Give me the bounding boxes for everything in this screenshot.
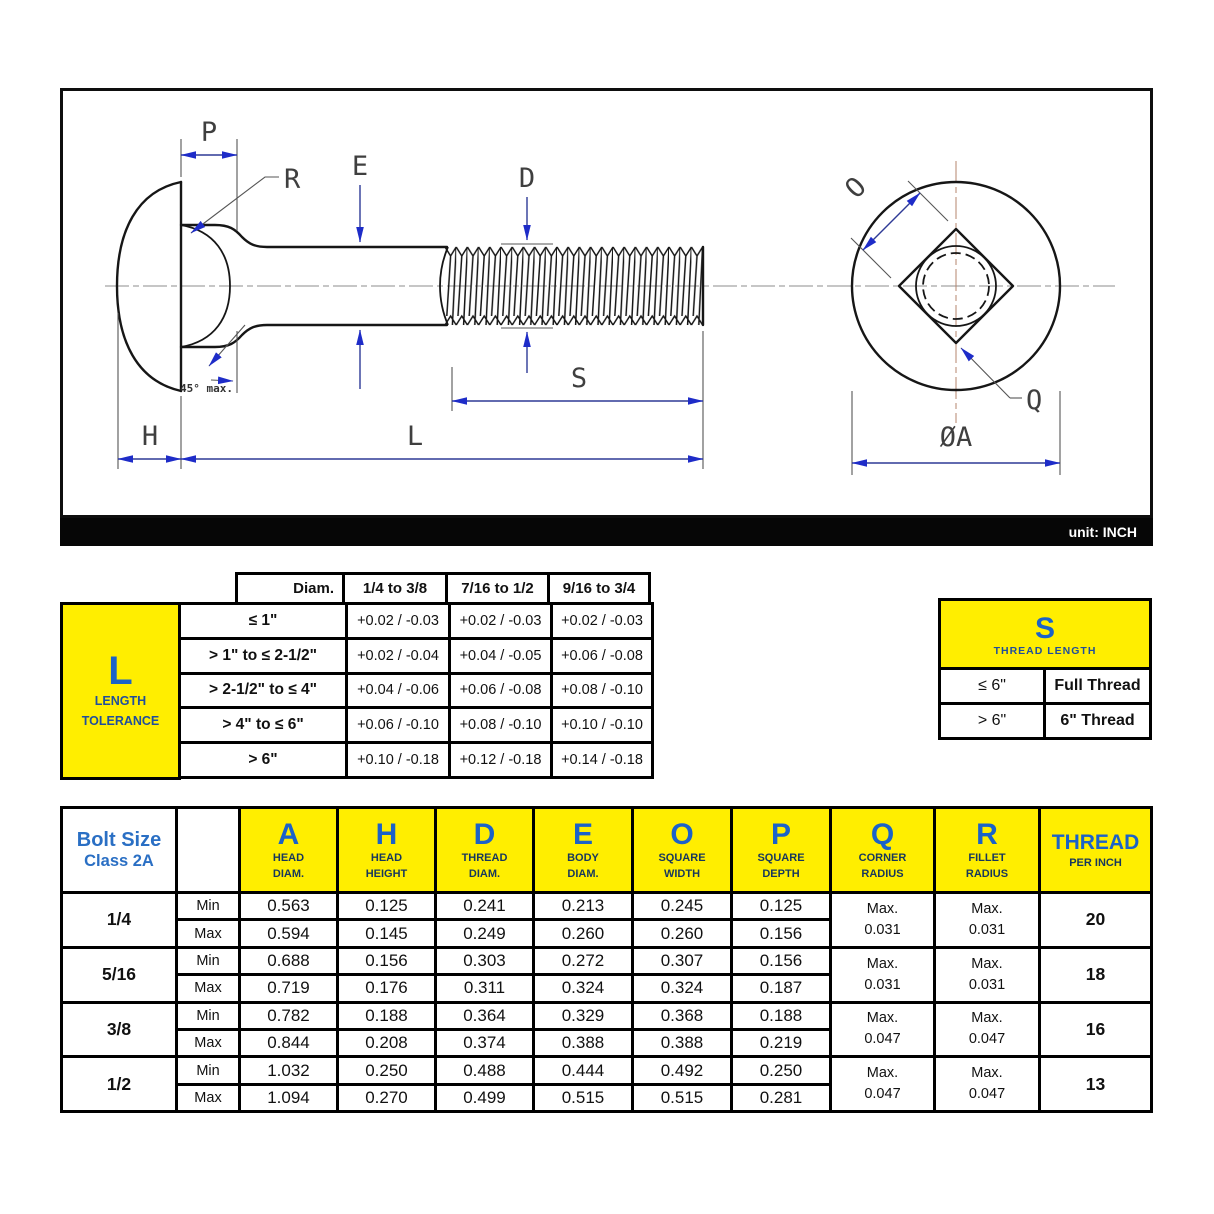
col-sub1: HEAD bbox=[370, 852, 403, 865]
max-note: Max. bbox=[866, 955, 899, 972]
bolt-size-header bbox=[63, 809, 175, 891]
dim-label-l: L bbox=[406, 421, 424, 452]
value-cell: 0.272 bbox=[535, 949, 631, 973]
dimension-h bbox=[118, 313, 181, 469]
col-header-q bbox=[832, 809, 933, 891]
value-cell: 0.188 bbox=[733, 1004, 829, 1028]
col-sub2: DEPTH bbox=[762, 867, 800, 880]
r-value: 0.047 bbox=[968, 1031, 1006, 1048]
value-cell: 0.368 bbox=[634, 1004, 730, 1028]
r-value: 0.047 bbox=[968, 1086, 1006, 1103]
thread-header-line2: PER INCH bbox=[1069, 856, 1122, 869]
badge-label-length: LENGTH bbox=[94, 694, 147, 708]
row-label: ≤ 1" bbox=[181, 605, 345, 637]
value-cell: 0.125 bbox=[339, 894, 434, 918]
min-label: Min bbox=[178, 1004, 238, 1028]
tolerance-value: +0.12 / -0.18 bbox=[451, 744, 550, 776]
thread-length-condition: > 6" bbox=[941, 705, 1043, 737]
r-value: 0.031 bbox=[968, 976, 1006, 993]
badge-letter-s: S bbox=[1034, 611, 1055, 645]
col-sub2: DIAM. bbox=[567, 867, 599, 880]
max-label: Max bbox=[178, 921, 238, 945]
tolerance-value: +0.02 / -0.03 bbox=[553, 605, 651, 637]
value-cell: 0.176 bbox=[339, 976, 434, 1000]
length-tolerance-header-row bbox=[235, 572, 651, 605]
dim-label-q: Q bbox=[1026, 385, 1043, 416]
bolt-size-1-2: 1/2 bbox=[63, 1058, 175, 1110]
col-sub2: DIAM. bbox=[272, 867, 305, 880]
bolt-size-class: Class 2A bbox=[84, 852, 154, 870]
q-value: 0.047 bbox=[864, 1086, 901, 1103]
q-value: 0.031 bbox=[864, 921, 901, 938]
length-tolerance-table bbox=[178, 602, 654, 779]
value-cell: 0.245 bbox=[634, 894, 730, 918]
dim-label-r: R bbox=[284, 164, 301, 195]
value-cell: 0.241 bbox=[437, 894, 532, 918]
col-sub1: THREAD bbox=[461, 852, 508, 865]
col-header-diam: Diam. bbox=[238, 575, 342, 602]
value-cell: 0.388 bbox=[535, 1031, 631, 1055]
bolt-size-title: Bolt Size bbox=[76, 829, 162, 851]
value-cell: 0.270 bbox=[339, 1086, 434, 1110]
value-cell: 0.307 bbox=[634, 949, 730, 973]
threads-per-inch-cell: 13 bbox=[1041, 1058, 1150, 1110]
max-note: Max. bbox=[971, 955, 1003, 972]
badge-label-thread-length: THREAD LENGTH bbox=[993, 644, 1097, 657]
dimension-r bbox=[191, 164, 301, 233]
dimension-s bbox=[452, 331, 703, 469]
col-letter: E bbox=[572, 818, 593, 852]
max-note: Max. bbox=[866, 1065, 899, 1082]
dim-label-phi-a: ØA bbox=[939, 422, 973, 453]
max-note: Max. bbox=[971, 1065, 1003, 1082]
r-value: 0.031 bbox=[968, 921, 1006, 938]
value-cell: 0.444 bbox=[535, 1058, 631, 1082]
max-note: Max. bbox=[971, 900, 1003, 917]
value-cell: 0.260 bbox=[535, 921, 631, 945]
row-label: > 2-1/2" to ≤ 4" bbox=[181, 675, 345, 707]
tolerance-value: +0.08 / -0.10 bbox=[553, 675, 651, 707]
max-note: Max. bbox=[866, 1010, 899, 1027]
tolerance-value: +0.10 / -0.10 bbox=[553, 709, 651, 741]
badge-label-tolerance: TOLERANCE bbox=[81, 714, 160, 728]
value-cell: 0.488 bbox=[437, 1058, 532, 1082]
thread-length-value: Full Thread bbox=[1046, 670, 1149, 702]
dim-label-p: P bbox=[200, 117, 218, 148]
col-sub1: FILLET bbox=[968, 852, 1006, 865]
value-cell: 0.844 bbox=[241, 1031, 336, 1055]
value-cell: 0.156 bbox=[339, 949, 434, 973]
col-letter: H bbox=[375, 818, 398, 852]
threads-per-inch-cell: 20 bbox=[1041, 894, 1150, 946]
col-letter: O bbox=[670, 818, 694, 852]
threads-per-inch-cell: 16 bbox=[1041, 1004, 1150, 1056]
badge-letter-l: L bbox=[108, 649, 133, 693]
value-cell: 0.187 bbox=[733, 976, 829, 1000]
col-header-o bbox=[634, 809, 730, 891]
max-label: Max bbox=[178, 976, 238, 1000]
col-sub1: HEAD bbox=[272, 852, 305, 865]
value-cell: 0.719 bbox=[241, 976, 336, 1000]
value-cell: 0.145 bbox=[339, 921, 434, 945]
row-label: > 1" to ≤ 2-1/2" bbox=[181, 640, 345, 672]
value-cell: 0.499 bbox=[437, 1086, 532, 1110]
carriage-bolt-drawing bbox=[63, 91, 1150, 515]
bolt-size-1-4: 1/4 bbox=[63, 894, 175, 946]
tolerance-value: +0.06 / -0.08 bbox=[451, 675, 550, 707]
row-label: > 4" to ≤ 6" bbox=[181, 709, 345, 741]
dim-label-45deg: 45° max. bbox=[180, 382, 233, 395]
max-note: Max. bbox=[866, 900, 899, 917]
tolerance-value: +0.02 / -0.03 bbox=[348, 605, 448, 637]
dimension-p bbox=[181, 117, 237, 231]
col-header-thread bbox=[1041, 809, 1150, 891]
corner-radius-cell bbox=[832, 1058, 933, 1110]
threaded-shank bbox=[440, 246, 703, 326]
value-cell: 1.032 bbox=[241, 1058, 336, 1082]
value-cell: 0.156 bbox=[733, 921, 829, 945]
tolerance-value: +0.06 / -0.10 bbox=[348, 709, 448, 741]
value-cell: 0.688 bbox=[241, 949, 336, 973]
value-cell: 0.250 bbox=[339, 1058, 434, 1082]
max-note: Max. bbox=[971, 1010, 1003, 1027]
fillet-radius-cell bbox=[936, 894, 1038, 946]
fillet-radius-cell bbox=[936, 1004, 1038, 1056]
col-header-r bbox=[936, 809, 1038, 891]
col-sub1: SQUARE bbox=[757, 852, 805, 865]
value-cell: 0.388 bbox=[634, 1031, 730, 1055]
bolt-drawing-frame bbox=[60, 88, 1153, 518]
corner-radius-cell bbox=[832, 894, 933, 946]
col-header-d bbox=[437, 809, 532, 891]
col-sub2: DIAM. bbox=[468, 867, 501, 880]
fillet-radius-cell bbox=[936, 949, 1038, 1001]
value-cell: 0.594 bbox=[241, 921, 336, 945]
col-letter: D bbox=[473, 818, 496, 852]
bolt-size-5-16: 5/16 bbox=[63, 949, 175, 1001]
col-header-range-2: 7/16 to 1/2 bbox=[448, 575, 547, 602]
dimension-45deg bbox=[180, 325, 245, 395]
max-label: Max bbox=[178, 1031, 238, 1055]
fillet-radius-cell bbox=[936, 1058, 1038, 1110]
col-header-a bbox=[241, 809, 336, 891]
tolerance-value: +0.04 / -0.05 bbox=[451, 640, 550, 672]
tolerance-value: +0.04 / -0.06 bbox=[348, 675, 448, 707]
value-cell: 0.208 bbox=[339, 1031, 434, 1055]
col-header-range-3: 9/16 to 3/4 bbox=[550, 575, 648, 602]
col-sub2: HEIGHT bbox=[365, 867, 408, 880]
col-letter: P bbox=[770, 818, 791, 852]
thread-length-value: 6" Thread bbox=[1046, 705, 1149, 737]
value-cell: 0.219 bbox=[733, 1031, 829, 1055]
value-cell: 0.213 bbox=[535, 894, 631, 918]
col-sub1: BODY bbox=[567, 852, 599, 865]
tolerance-value: +0.02 / -0.03 bbox=[451, 605, 550, 637]
value-cell: 0.250 bbox=[733, 1058, 829, 1082]
thread-header-line1: THREAD bbox=[1051, 830, 1140, 854]
col-header-p bbox=[733, 809, 829, 891]
tolerance-value: +0.10 / -0.18 bbox=[348, 744, 448, 776]
value-cell: 0.324 bbox=[634, 976, 730, 1000]
value-cell: 0.303 bbox=[437, 949, 532, 973]
unit-bar bbox=[60, 518, 1153, 546]
value-cell: 0.311 bbox=[437, 976, 532, 1000]
col-letter: R bbox=[976, 818, 998, 852]
value-cell: 0.260 bbox=[634, 921, 730, 945]
dim-label-s: S bbox=[570, 363, 588, 394]
row-label: > 6" bbox=[181, 744, 345, 776]
value-cell: 0.782 bbox=[241, 1004, 336, 1028]
tolerance-value: +0.02 / -0.04 bbox=[348, 640, 448, 672]
value-cell: 0.324 bbox=[535, 976, 631, 1000]
tolerance-value: +0.14 / -0.18 bbox=[553, 744, 651, 776]
col-header-h bbox=[339, 809, 434, 891]
value-cell: 0.281 bbox=[733, 1086, 829, 1110]
value-cell: 0.249 bbox=[437, 921, 532, 945]
col-sub1: SQUARE bbox=[658, 852, 706, 865]
value-cell: 0.125 bbox=[733, 894, 829, 918]
value-cell: 0.329 bbox=[535, 1004, 631, 1028]
tolerance-value: +0.08 / -0.10 bbox=[451, 709, 550, 741]
thread-length-table bbox=[938, 598, 1152, 740]
q-value: 0.031 bbox=[864, 976, 901, 993]
dimension-l bbox=[181, 396, 703, 469]
col-header-e bbox=[535, 809, 631, 891]
dim-label-h: H bbox=[141, 421, 159, 452]
value-cell: 0.364 bbox=[437, 1004, 532, 1028]
value-cell: 0.374 bbox=[437, 1031, 532, 1055]
dimension-e bbox=[352, 151, 368, 389]
value-cell: 0.156 bbox=[733, 949, 829, 973]
value-cell: 0.188 bbox=[339, 1004, 434, 1028]
length-tolerance-badge bbox=[60, 602, 181, 780]
dim-label-o: O bbox=[839, 171, 873, 205]
col-sub1: CORNER bbox=[858, 852, 907, 865]
min-label: Min bbox=[178, 949, 238, 973]
value-cell: 0.492 bbox=[634, 1058, 730, 1082]
col-sub2: RADIUS bbox=[861, 867, 904, 880]
col-sub2: RADIUS bbox=[965, 867, 1009, 880]
max-label: Max bbox=[178, 1086, 238, 1110]
value-cell: 0.515 bbox=[535, 1086, 631, 1110]
q-value: 0.047 bbox=[864, 1031, 901, 1048]
minmax-header-spacer bbox=[178, 809, 238, 891]
unit-label: unit: INCH bbox=[1068, 524, 1137, 540]
tolerance-value: +0.06 / -0.08 bbox=[553, 640, 651, 672]
bolt-size-3-8: 3/8 bbox=[63, 1004, 175, 1056]
corner-radius-cell bbox=[832, 1004, 933, 1056]
value-cell: 0.515 bbox=[634, 1086, 730, 1110]
dim-label-d: D bbox=[518, 163, 536, 194]
value-cell: 1.094 bbox=[241, 1086, 336, 1110]
col-letter: Q bbox=[870, 818, 895, 852]
col-sub2: WIDTH bbox=[663, 867, 701, 880]
dim-label-e: E bbox=[351, 151, 369, 182]
bolt-dimensions-table bbox=[60, 806, 1153, 1113]
threads-per-inch-cell: 18 bbox=[1041, 949, 1150, 1001]
value-cell: 0.563 bbox=[241, 894, 336, 918]
col-letter: A bbox=[277, 818, 300, 852]
thread-length-badge bbox=[941, 601, 1149, 667]
col-header-range-1: 1/4 to 3/8 bbox=[345, 575, 445, 602]
corner-radius-cell bbox=[832, 949, 933, 1001]
thread-length-condition: ≤ 6" bbox=[941, 670, 1043, 702]
min-label: Min bbox=[178, 1058, 238, 1082]
min-label: Min bbox=[178, 894, 238, 918]
